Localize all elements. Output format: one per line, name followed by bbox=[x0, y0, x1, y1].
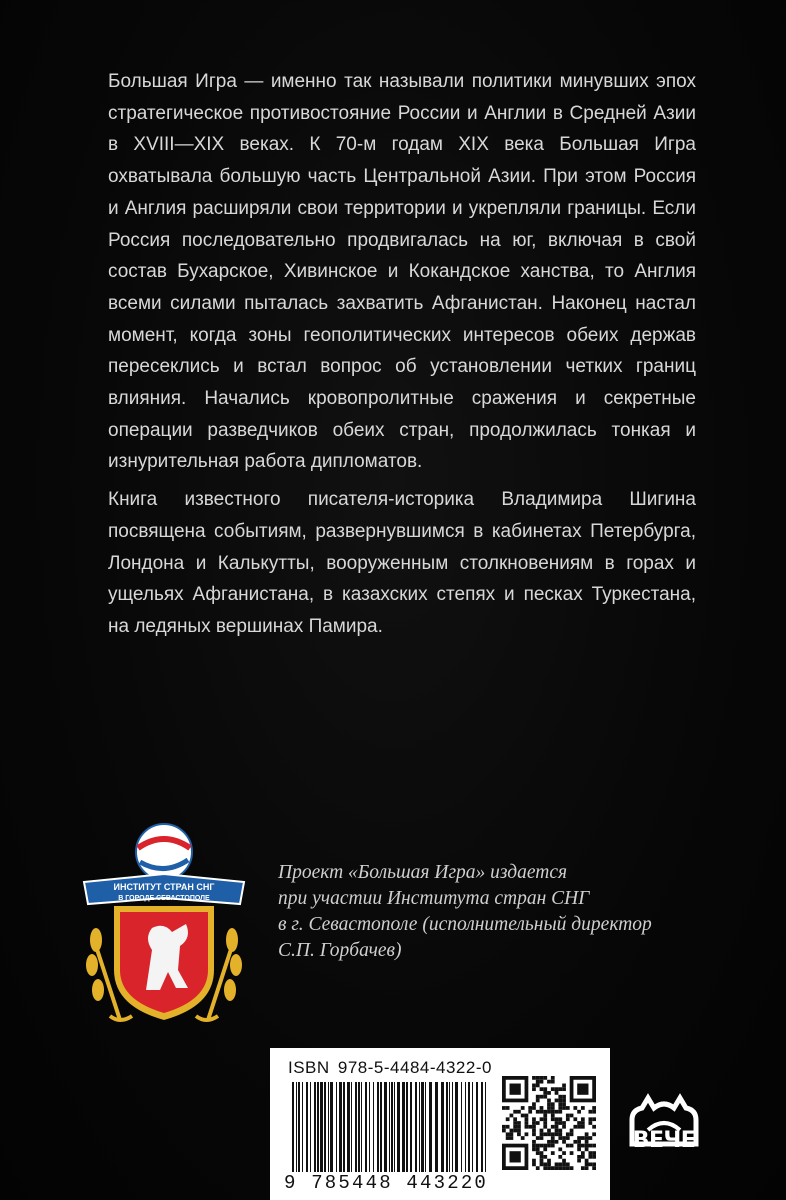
project-note-line-3: в г. Севастополе (исполнительный директор bbox=[278, 914, 652, 935]
qr-module bbox=[551, 1132, 555, 1136]
qr-module bbox=[551, 1110, 555, 1114]
qr-module bbox=[543, 1091, 547, 1095]
qr-module bbox=[581, 1155, 585, 1159]
qr-finder-pattern bbox=[510, 1151, 521, 1162]
qr-module bbox=[562, 1084, 566, 1088]
barcode-bar bbox=[402, 1082, 405, 1172]
barcode-bar bbox=[339, 1082, 342, 1172]
qr-module bbox=[585, 1166, 589, 1170]
qr-module bbox=[525, 1121, 529, 1125]
barcode-bar bbox=[302, 1082, 303, 1172]
qr-module bbox=[592, 1155, 596, 1159]
barcode-bar bbox=[410, 1082, 412, 1172]
qr-module bbox=[540, 1159, 544, 1163]
qr-module bbox=[543, 1162, 547, 1166]
qr-code-image bbox=[502, 1076, 596, 1170]
qr-module bbox=[566, 1114, 570, 1118]
qr-module bbox=[510, 1129, 514, 1133]
barcode-bar bbox=[435, 1082, 438, 1172]
barcode-bar bbox=[355, 1082, 357, 1172]
qr-module bbox=[536, 1076, 540, 1080]
barcode-bar bbox=[373, 1082, 374, 1172]
barcode-bar bbox=[397, 1082, 400, 1172]
qr-module bbox=[547, 1166, 551, 1170]
qr-module bbox=[513, 1129, 517, 1133]
barcode-bar bbox=[361, 1082, 362, 1172]
qr-module bbox=[540, 1132, 544, 1136]
qr-module bbox=[592, 1106, 596, 1110]
qr-module bbox=[532, 1087, 536, 1091]
qr-module bbox=[577, 1144, 581, 1148]
qr-module bbox=[555, 1129, 559, 1133]
qr-module bbox=[570, 1144, 574, 1148]
description-paragraph-2: Книга известного писателя-историка Владимира Шигина посвящена событиям, развернувшимся в кабинетах Петербурга, Лондона и Калькутты, вооруженным столкновениям в горах и ущельях Афганистана, в казахских степях и песках Туркестана, на ледяных вершинах Памира. bbox=[108, 489, 696, 637]
qr-module bbox=[540, 1117, 544, 1121]
qr-module bbox=[543, 1095, 547, 1099]
barcode-bar bbox=[380, 1082, 382, 1172]
qr-module bbox=[581, 1166, 585, 1170]
qr-module bbox=[585, 1132, 589, 1136]
qr-module bbox=[543, 1155, 547, 1159]
qr-module bbox=[581, 1121, 585, 1125]
qr-module bbox=[540, 1144, 544, 1148]
barcode-bar bbox=[377, 1082, 379, 1172]
barcode-bar bbox=[449, 1082, 450, 1172]
qr-module bbox=[517, 1110, 521, 1114]
qr-module bbox=[536, 1121, 540, 1125]
qr-module bbox=[592, 1166, 596, 1170]
qr-module bbox=[521, 1136, 525, 1140]
barcode-bar bbox=[365, 1082, 367, 1172]
project-note-line-2: при участии Института стран СНГ bbox=[278, 888, 590, 909]
qr-module bbox=[581, 1136, 585, 1140]
qr-module bbox=[532, 1144, 536, 1148]
qr-module bbox=[558, 1132, 562, 1136]
qr-module bbox=[528, 1110, 532, 1114]
qr-module bbox=[525, 1114, 529, 1118]
qr-module bbox=[573, 1106, 577, 1110]
qr-module bbox=[540, 1106, 544, 1110]
qr-module bbox=[558, 1166, 562, 1170]
qr-module bbox=[532, 1147, 536, 1151]
qr-module bbox=[543, 1114, 547, 1118]
qr-module bbox=[536, 1136, 540, 1140]
barcode-bar bbox=[298, 1082, 300, 1172]
barcode-bar bbox=[425, 1082, 426, 1172]
qr-module bbox=[562, 1095, 566, 1099]
qr-module bbox=[592, 1125, 596, 1129]
qr-module bbox=[555, 1121, 559, 1125]
qr-module bbox=[577, 1110, 581, 1114]
qr-module bbox=[525, 1125, 529, 1129]
qr-module bbox=[562, 1106, 566, 1110]
qr-module bbox=[562, 1166, 566, 1170]
qr-module bbox=[532, 1159, 536, 1163]
barcode-bar bbox=[320, 1082, 323, 1172]
qr-module bbox=[581, 1117, 585, 1121]
qr-module bbox=[592, 1132, 596, 1136]
qr-module bbox=[547, 1159, 551, 1163]
qr-module bbox=[562, 1102, 566, 1106]
barcode-bar bbox=[369, 1082, 370, 1172]
qr-module bbox=[588, 1144, 592, 1148]
qr-module bbox=[502, 1106, 506, 1110]
qr-module bbox=[562, 1125, 566, 1129]
qr-module bbox=[525, 1132, 529, 1136]
barcode-bar bbox=[358, 1082, 360, 1172]
qr-module bbox=[558, 1102, 562, 1106]
qr-module bbox=[547, 1110, 551, 1114]
barcode-bar bbox=[391, 1082, 393, 1172]
qr-module bbox=[592, 1162, 596, 1166]
qr-module bbox=[562, 1159, 566, 1163]
qr-module bbox=[517, 1125, 521, 1129]
qr-module bbox=[532, 1129, 536, 1133]
qr-module bbox=[510, 1132, 514, 1136]
qr-module bbox=[532, 1132, 536, 1136]
barcode-bar bbox=[336, 1082, 337, 1172]
qr-module bbox=[547, 1132, 551, 1136]
emblem-ribbon-line2: В ГОРОДЕ СЕВАСТОПОЛЕ bbox=[118, 895, 210, 902]
qr-module bbox=[581, 1151, 585, 1155]
qr-module bbox=[566, 1162, 570, 1166]
qr-module bbox=[543, 1121, 547, 1125]
qr-module bbox=[536, 1166, 540, 1170]
qr-module bbox=[577, 1125, 581, 1129]
qr-module bbox=[585, 1140, 589, 1144]
qr-module bbox=[566, 1136, 570, 1140]
qr-module bbox=[536, 1095, 540, 1099]
barcode-bar bbox=[461, 1082, 462, 1172]
qr-module bbox=[566, 1132, 570, 1136]
barcode-bar bbox=[310, 1082, 311, 1172]
qr-module bbox=[532, 1102, 536, 1106]
qr-module bbox=[577, 1155, 581, 1159]
qr-module bbox=[521, 1114, 525, 1118]
emblem-ribbon-line1: ИНСТИТУТ СТРАН СНГ bbox=[113, 882, 215, 892]
qr-module bbox=[558, 1117, 562, 1121]
qr-module bbox=[536, 1151, 540, 1155]
qr-module bbox=[547, 1091, 551, 1095]
qr-module bbox=[532, 1084, 536, 1088]
qr-module bbox=[551, 1151, 555, 1155]
qr-module bbox=[551, 1087, 555, 1091]
institute-emblem bbox=[80, 820, 248, 1030]
isbn-panel bbox=[270, 1048, 610, 1200]
barcode-bar bbox=[384, 1082, 387, 1172]
barcode-image bbox=[288, 1082, 494, 1172]
qr-module bbox=[570, 1166, 574, 1170]
qr-module bbox=[551, 1140, 555, 1144]
qr-module bbox=[577, 1159, 581, 1163]
qr-module bbox=[528, 1125, 532, 1129]
qr-module bbox=[555, 1166, 559, 1170]
qr-module bbox=[521, 1106, 525, 1110]
qr-module bbox=[558, 1121, 562, 1125]
qr-module bbox=[540, 1151, 544, 1155]
qr-module bbox=[543, 1144, 547, 1148]
qr-module bbox=[551, 1076, 555, 1080]
qr-module bbox=[566, 1144, 570, 1148]
qr-module bbox=[562, 1121, 566, 1125]
barcode-bar bbox=[347, 1082, 350, 1172]
qr-module bbox=[532, 1106, 536, 1110]
barcode-bar bbox=[406, 1082, 408, 1172]
qr-module bbox=[536, 1147, 540, 1151]
qr-module bbox=[558, 1087, 562, 1091]
qr-module bbox=[570, 1132, 574, 1136]
qr-module bbox=[513, 1121, 517, 1125]
qr-module bbox=[555, 1162, 559, 1166]
qr-module bbox=[543, 1087, 547, 1091]
qr-module bbox=[540, 1087, 544, 1091]
barcode-bar bbox=[351, 1082, 352, 1172]
qr-module bbox=[558, 1110, 562, 1114]
barcode-bar bbox=[324, 1082, 326, 1172]
project-note bbox=[278, 860, 718, 964]
barcode-bar bbox=[452, 1082, 453, 1172]
qr-module bbox=[555, 1125, 559, 1129]
qr-module bbox=[570, 1151, 574, 1155]
qr-module bbox=[517, 1121, 521, 1125]
qr-module bbox=[506, 1106, 510, 1110]
qr-module bbox=[562, 1151, 566, 1155]
qr-module bbox=[536, 1110, 540, 1114]
barcode-bar bbox=[306, 1082, 308, 1172]
qr-module bbox=[547, 1099, 551, 1103]
qr-module bbox=[551, 1102, 555, 1106]
qr-module bbox=[570, 1129, 574, 1133]
qr-module bbox=[517, 1129, 521, 1133]
description-paragraph-1: Большая Игра — именно так называли политики минувших эпох стратегическое противостояние России и Англии в Средней Азии в XVIII—XIX веках. К 70-м годам XIX века Большая Игра охватывала большую часть Центральной Азии. При этом Россия и Англия расширяли свои территории и укрепляли границы. Если Россия последовательно продвигалась на юг, включая в свой состав Бухарское, Хивинское и Кокандское ханства, то Англия всеми силами пыталась захватить Афганистан. Наконец настал момент, когда зоны геополитических интересов обеих держав пересеклись и встал вопрос об установлении четких границ влияния. Начались кровопролитные сражения и секретные операции разведчиков обеих стран, продолжилась тонкая и изнурительная работа дипломатов. bbox=[108, 71, 696, 473]
qr-module bbox=[502, 1129, 506, 1133]
qr-module bbox=[547, 1129, 551, 1133]
qr-module bbox=[551, 1166, 555, 1170]
qr-module bbox=[547, 1102, 551, 1106]
qr-module bbox=[573, 1140, 577, 1144]
qr-module bbox=[558, 1147, 562, 1151]
qr-module bbox=[588, 1136, 592, 1140]
qr-module bbox=[562, 1162, 566, 1166]
qr-module bbox=[551, 1136, 555, 1140]
barcode-bar bbox=[441, 1082, 444, 1172]
qr-module bbox=[528, 1106, 532, 1110]
qr-module bbox=[588, 1151, 592, 1155]
barcode-bar bbox=[485, 1082, 486, 1172]
qr-module bbox=[585, 1136, 589, 1140]
barcode-bar bbox=[429, 1082, 432, 1172]
qr-module bbox=[588, 1162, 592, 1166]
qr-module bbox=[547, 1106, 551, 1110]
qr-module bbox=[566, 1166, 570, 1170]
qr-module bbox=[577, 1140, 581, 1144]
book-description bbox=[108, 66, 696, 643]
qr-module bbox=[525, 1117, 529, 1121]
qr-finder-pattern bbox=[510, 1084, 521, 1095]
qr-module bbox=[513, 1125, 517, 1129]
qr-module bbox=[547, 1162, 551, 1166]
qr-module bbox=[573, 1117, 577, 1121]
qr-module bbox=[558, 1136, 562, 1140]
qr-module bbox=[555, 1117, 559, 1121]
qr-module bbox=[585, 1159, 589, 1163]
qr-module bbox=[562, 1087, 566, 1091]
qr-module bbox=[581, 1144, 585, 1148]
barcode-bar bbox=[389, 1082, 390, 1172]
qr-module bbox=[532, 1125, 536, 1129]
barcode-bar bbox=[314, 1082, 316, 1172]
publisher-name: ВЕЧЕ bbox=[632, 1128, 696, 1153]
qr-module bbox=[532, 1117, 536, 1121]
qr-module bbox=[551, 1117, 555, 1121]
qr-module bbox=[566, 1117, 570, 1121]
qr-module bbox=[547, 1080, 551, 1084]
barcode-bar bbox=[343, 1082, 345, 1172]
qr-module bbox=[543, 1125, 547, 1129]
project-note-line-1: Проект «Большая Игра» издается bbox=[278, 862, 568, 883]
qr-module bbox=[510, 1136, 514, 1140]
qr-module bbox=[532, 1076, 536, 1080]
qr-module bbox=[540, 1129, 544, 1133]
qr-module bbox=[517, 1132, 521, 1136]
qr-module bbox=[555, 1140, 559, 1144]
qr-module bbox=[555, 1132, 559, 1136]
qr-module bbox=[540, 1162, 544, 1166]
barcode-bar bbox=[421, 1082, 424, 1172]
qr-module bbox=[543, 1166, 547, 1170]
qr-module bbox=[532, 1140, 536, 1144]
qr-module bbox=[573, 1125, 577, 1129]
qr-module bbox=[540, 1076, 544, 1080]
barcode-bar bbox=[328, 1082, 329, 1172]
qr-module bbox=[562, 1099, 566, 1103]
qr-module bbox=[502, 1125, 506, 1129]
qr-module bbox=[543, 1117, 547, 1121]
qr-module bbox=[540, 1095, 544, 1099]
qr-module bbox=[506, 1125, 510, 1129]
qr-module bbox=[592, 1117, 596, 1121]
qr-module bbox=[543, 1110, 547, 1114]
qr-module bbox=[588, 1110, 592, 1114]
qr-module bbox=[577, 1136, 581, 1140]
barcode-bar bbox=[481, 1082, 483, 1172]
qr-module bbox=[513, 1117, 517, 1121]
barcode-bar bbox=[419, 1082, 420, 1172]
barcode-bar bbox=[292, 1082, 294, 1172]
barcode-bar bbox=[476, 1082, 478, 1172]
qr-module bbox=[536, 1080, 540, 1084]
qr-module bbox=[540, 1136, 544, 1140]
qr-module bbox=[506, 1117, 510, 1121]
qr-module bbox=[558, 1099, 562, 1103]
qr-module bbox=[558, 1155, 562, 1159]
barcode-bar bbox=[455, 1082, 458, 1172]
qr-module bbox=[513, 1110, 517, 1114]
qr-module bbox=[588, 1117, 592, 1121]
qr-module bbox=[588, 1121, 592, 1125]
qr-module bbox=[558, 1095, 562, 1099]
qr-module bbox=[555, 1091, 559, 1095]
project-note-line-4: С.П. Горбачев) bbox=[278, 940, 402, 961]
qr-module bbox=[566, 1106, 570, 1110]
qr-module bbox=[585, 1147, 589, 1151]
qr-module bbox=[536, 1144, 540, 1148]
qr-module bbox=[551, 1125, 555, 1129]
qr-module bbox=[540, 1080, 544, 1084]
qr-module bbox=[592, 1151, 596, 1155]
qr-module bbox=[547, 1140, 551, 1144]
qr-module bbox=[540, 1110, 544, 1114]
qr-module bbox=[536, 1099, 540, 1103]
qr-module bbox=[588, 1155, 592, 1159]
barcode-bar bbox=[472, 1082, 473, 1172]
qr-module bbox=[581, 1125, 585, 1129]
qr-module bbox=[585, 1144, 589, 1148]
qr-module bbox=[506, 1132, 510, 1136]
qr-module bbox=[510, 1114, 514, 1118]
barcode-bar bbox=[296, 1082, 297, 1172]
qr-module bbox=[540, 1155, 544, 1159]
barcode-bar bbox=[465, 1082, 466, 1172]
qr-module bbox=[570, 1114, 574, 1118]
qr-module bbox=[592, 1144, 596, 1148]
qr-module bbox=[592, 1110, 596, 1114]
qr-module bbox=[555, 1087, 559, 1091]
qr-module bbox=[555, 1110, 559, 1114]
qr-module bbox=[562, 1136, 566, 1140]
qr-module bbox=[581, 1106, 585, 1110]
barcode-bar bbox=[446, 1082, 448, 1172]
barcode-bar bbox=[394, 1082, 395, 1172]
qr-module bbox=[543, 1132, 547, 1136]
barcode-bar bbox=[330, 1082, 333, 1172]
qr-module bbox=[558, 1162, 562, 1166]
qr-module bbox=[558, 1106, 562, 1110]
qr-module bbox=[536, 1084, 540, 1088]
qr-module bbox=[547, 1144, 551, 1148]
qr-module bbox=[577, 1121, 581, 1125]
qr-module bbox=[558, 1129, 562, 1133]
qr-module bbox=[506, 1136, 510, 1140]
qr-module bbox=[555, 1099, 559, 1103]
qr-finder-pattern bbox=[577, 1084, 588, 1095]
barcode-bar bbox=[468, 1082, 470, 1172]
qr-module bbox=[532, 1121, 536, 1125]
qr-module bbox=[577, 1147, 581, 1151]
qr-module bbox=[543, 1147, 547, 1151]
qr-module bbox=[543, 1076, 547, 1080]
qr-module bbox=[551, 1080, 555, 1084]
qr-module bbox=[551, 1144, 555, 1148]
barcode-digits: 9 785448 443220 bbox=[284, 1172, 489, 1194]
isbn-label: ISBN 978-5-4484-4322-0 bbox=[288, 1058, 492, 1077]
qr-module bbox=[551, 1106, 555, 1110]
qr-module bbox=[532, 1162, 536, 1166]
barcode-bar bbox=[317, 1082, 319, 1172]
qr-module bbox=[585, 1162, 589, 1166]
qr-module bbox=[562, 1140, 566, 1144]
qr-module bbox=[551, 1114, 555, 1118]
barcode-bar bbox=[415, 1082, 417, 1172]
